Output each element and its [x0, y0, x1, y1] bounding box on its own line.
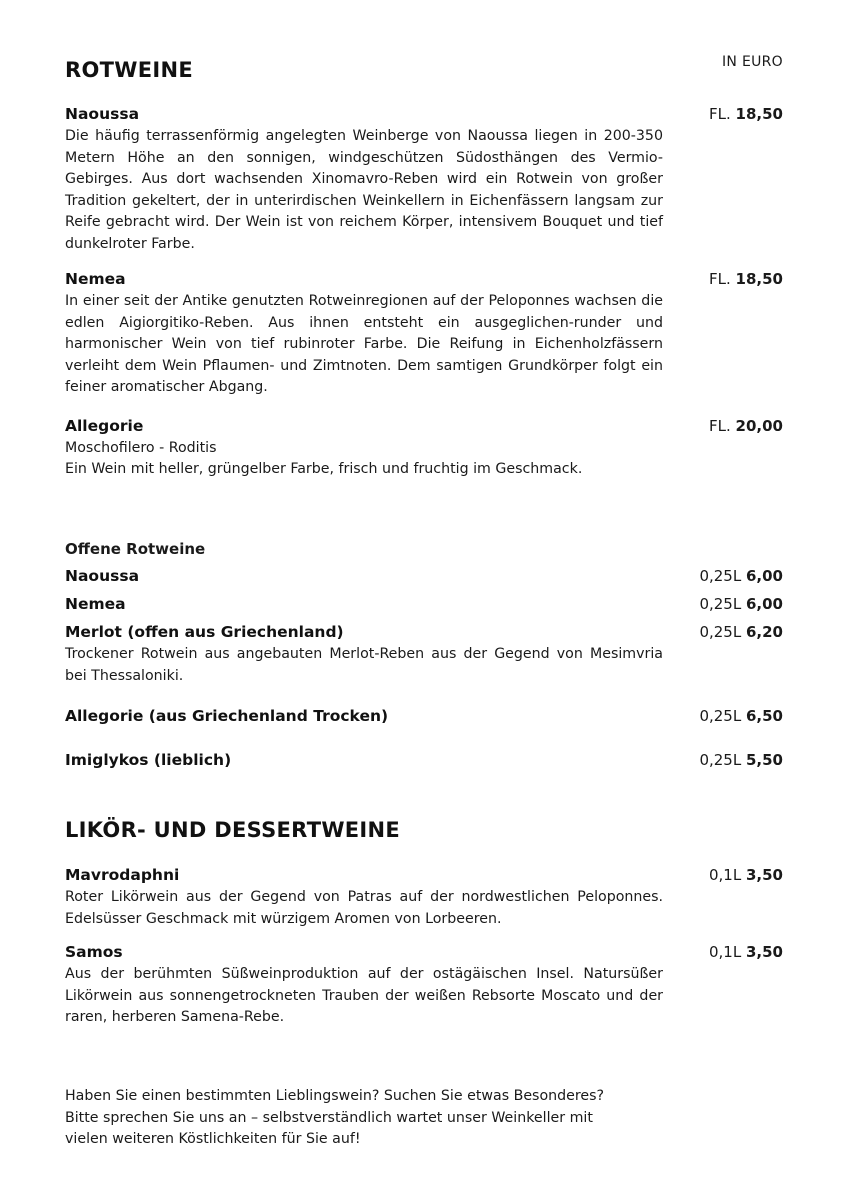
wine-description-nemea: In einer seit der Antike genutzten Rotweinregionen auf der Peloponnes wachsen die edlen Aigiorgitiko-Reben. Aus ihnen entsteht ein ausgeglichen-runder und harmonischer Wein von tief rubinroter Farbe. Die Reifung in Eichenholzfässern verleiht dem Wein Pflaumen- und Zimtnoten. Dem samtigen Grundkörper folgt ein feiner aromatischer Abgang. [65, 293, 663, 395]
open-wine-name-allegorie: Allegorie (aus Griechenland Trocken) [65, 707, 389, 725]
price-amount: 3,50 [745, 943, 783, 961]
wine-price-nemea [709, 270, 783, 288]
price-amount: 3,50 [745, 866, 783, 884]
price-unit: 0,25L [699, 595, 742, 613]
footer-line: Bitte sprechen Sie uns an – selbstverständlich wartet unser Weinkeller mit [65, 1109, 593, 1126]
wine-price-allegorie [709, 417, 783, 435]
open-wine-price-naoussa [699, 567, 783, 585]
price-unit: FL. [709, 417, 731, 435]
subsection-title-offene-rotweine: Offene Rotweine [65, 540, 206, 558]
open-wine-price-imiglykos [699, 751, 783, 769]
dessert-wine-description-samos: Aus der berühmten Süßweinproduktion auf der ostägäischen Insel. Natursüßer Likörwein aus sonnengetrockneten Trauben der weißen Rebsorte Moscato und der raren, herberen Samena-Rebe. [65, 966, 663, 1025]
price-amount: 20,00 [735, 417, 783, 435]
wine-grapes-allegorie: Moschofilero - Roditis [65, 440, 217, 456]
wine-name-allegorie: Allegorie [65, 417, 144, 435]
open-wine-name-imiglykos: Imiglykos (lieblich) [65, 751, 232, 769]
dessert-wine-description-mavrodaphni: Roter Likörwein aus der Gegend von Patras auf der nordwestlichen Peloponnes. Edelsüsser Geschmack mit würzigem Aromen von Lorbeeren. [65, 889, 663, 927]
section-title-rotweine: ROTWEINE [65, 58, 193, 82]
section-title-likoer-dessertweine: LIKÖR- UND DESSERTWEINE [65, 818, 401, 842]
price-amount: 6,20 [745, 623, 783, 641]
footer-note [65, 1086, 665, 1151]
price-amount: 6,50 [745, 707, 783, 725]
price-unit: FL. [709, 270, 731, 288]
dessert-wine-name-samos: Samos [65, 943, 123, 961]
open-wine-price-allegorie [699, 707, 783, 725]
wine-description-naoussa: Die häufig terrassenförmig angelegten Weinberge von Naoussa liegen in 200-350 Metern Höhe an den sonnigen, windgeschützen Südosthängen des Vermio-Gebirges. Aus dort wachsenden Xinomavro-Reben wird ein Rotwein von großer Tradition gekeltert, der in unterirdischen Weinkellern in Eichenfässern langsam zur Reife gebracht wird. Der Wein ist von reichem Körper, intensivem Bouquet und tief dunkelroter Farbe. [65, 128, 663, 252]
wine-price-naoussa [709, 105, 783, 123]
price-amount: 18,50 [735, 270, 783, 288]
open-wine-name-naoussa: Naoussa [65, 567, 140, 585]
currency-note: IN EURO [722, 54, 783, 70]
price-amount: 6,00 [745, 567, 783, 585]
price-amount: 18,50 [735, 105, 783, 123]
open-wine-price-nemea [699, 595, 783, 613]
open-wine-description-merlot: Trockener Rotwein aus angebauten Merlot-Reben aus der Gegend von Mesimvria bei Thessaloniki. [65, 646, 663, 684]
footer-line: Haben Sie einen bestimmten Lieblingswein? Suchen Sie etwas Besonderes? [65, 1088, 605, 1104]
footer-line: vielen weiteren Köstlichkeiten für Sie auf! [65, 1131, 361, 1147]
price-amount: 6,00 [745, 595, 783, 613]
price-unit: 0,25L [699, 567, 742, 585]
price-unit: 0,1L [708, 943, 742, 961]
dessert-wine-price-samos [709, 943, 783, 961]
wine-name-nemea: Nemea [65, 270, 126, 288]
wine-description-allegorie: Ein Wein mit heller, grüngelber Farbe, frisch und fruchtig im Geschmack. [65, 461, 583, 477]
price-amount: 5,50 [745, 751, 783, 769]
price-unit: 0,25L [699, 751, 742, 769]
dessert-wine-price-mavrodaphni [709, 866, 783, 884]
price-unit: FL. [709, 105, 731, 123]
dessert-wine-name-mavrodaphni: Mavrodaphni [65, 866, 180, 884]
wine-name-naoussa: Naoussa [65, 105, 140, 123]
open-wine-price-merlot [699, 623, 783, 641]
open-wine-name-merlot: Merlot (offen aus Griechenland) [65, 623, 344, 641]
price-unit: 0,25L [699, 623, 742, 641]
price-unit: 0,25L [699, 707, 742, 725]
open-wine-name-nemea: Nemea [65, 595, 126, 613]
price-unit: 0,1L [708, 866, 742, 884]
